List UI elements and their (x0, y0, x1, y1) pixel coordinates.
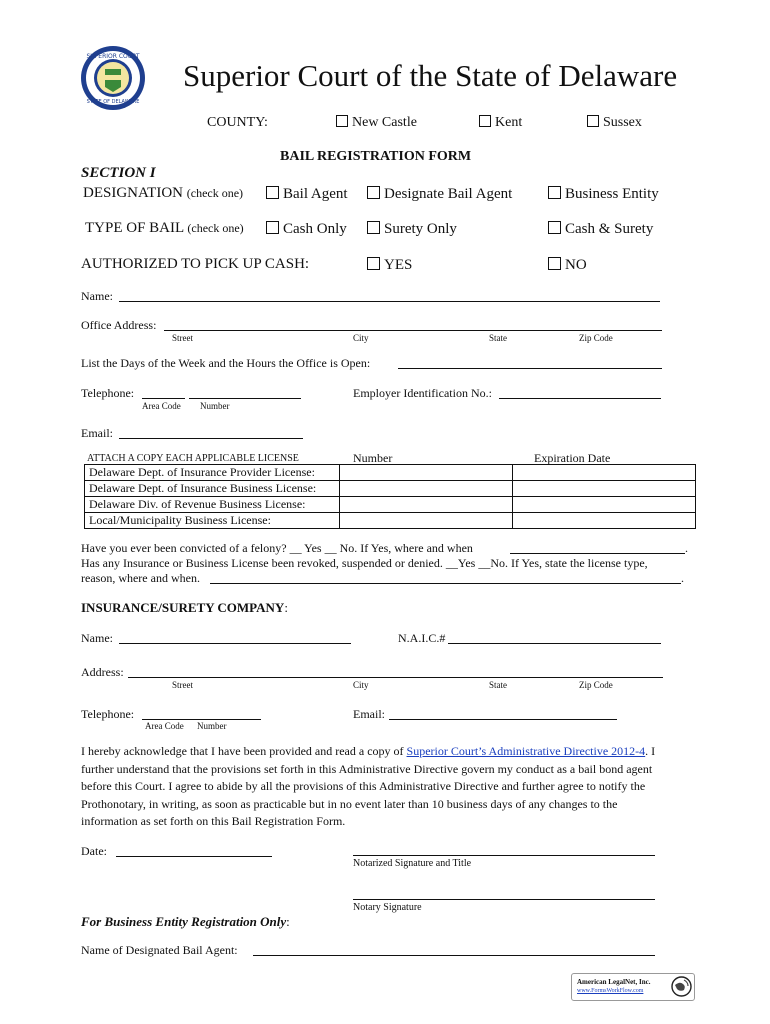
checkbox-icon[interactable] (548, 186, 561, 199)
section-heading: SECTION I (81, 165, 156, 181)
city-caption: City (353, 680, 369, 690)
street-caption: Street (172, 333, 193, 343)
county-option-sussex[interactable]: Sussex (587, 115, 642, 131)
insurance-telephone-label: Telephone: (81, 707, 135, 721)
phone-number-field[interactable] (189, 398, 301, 399)
pickup-yes[interactable]: YES (367, 257, 412, 274)
license-name: Local/Municipality Business License: (85, 513, 340, 529)
felony-where-when-field[interactable] (510, 553, 685, 554)
license-number-cell[interactable] (340, 465, 513, 481)
footer-company: American LegalNet, Inc. (577, 978, 651, 986)
acknowledgment-line1: I hereby acknowledge that I have been provided and read a copy of Superior Court’s Administrative Directive 2012-4. I (81, 744, 656, 758)
acknowledgment-line4: Prothonotary, in writing, as soon as practicable but in no event later than 10 business days of any changes to the (81, 797, 618, 811)
business-entity-heading: For Business Entity Registration Only: (81, 914, 290, 929)
notary-signature-line[interactable] (353, 899, 655, 900)
state-caption: State (489, 680, 507, 690)
ein-field[interactable] (499, 398, 661, 399)
license-expiration-cell[interactable] (513, 465, 696, 481)
checkbox-icon[interactable] (548, 221, 561, 234)
page-title: Superior Court of the State of Delaware (183, 58, 678, 93)
footer-brand (571, 973, 695, 1001)
checkbox-icon[interactable] (479, 115, 491, 127)
court-seal (80, 45, 146, 111)
revoked-question-line2: reason, where and when. (81, 571, 200, 585)
felony-question: Have you ever been convicted of a felony? __ Yes __ No. If Yes, where and when (81, 541, 473, 555)
pickup-label: AUTHORIZED TO PICK UP CASH: (81, 256, 310, 272)
period: . (681, 571, 684, 585)
insurance-name-label: Name: (81, 631, 113, 645)
revoked-question-line1: Has any Insurance or Business License been revoked, suspended or denied. __Yes __No. If Yes, state the license type, (81, 556, 648, 570)
checkbox-icon[interactable] (367, 221, 380, 234)
office-address-label: Office Address: (81, 318, 157, 332)
table-row (85, 481, 696, 497)
telephone-label: Telephone: (81, 386, 135, 400)
bail-type-cash-surety[interactable]: Cash & Surety (548, 221, 653, 238)
number-caption: Number (200, 401, 230, 411)
days-hours-label: List the Days of the Week and the Hours the Office is Open: (81, 356, 371, 370)
zip-caption: Zip Code (579, 333, 613, 343)
office-address-field[interactable] (164, 330, 662, 331)
license-name: Delaware Div. of Revenue Business License: (85, 497, 340, 513)
bail-type-surety-only[interactable]: Surety Only (367, 221, 457, 238)
state-caption: State (489, 333, 507, 343)
checkbox-icon[interactable] (367, 257, 380, 270)
designation-bail-agent[interactable]: Bail Agent (266, 186, 348, 203)
table-row (85, 465, 696, 481)
name-label: Name: (81, 289, 113, 303)
naic-label: N.A.I.C.# (398, 631, 446, 645)
designation-business-entity[interactable]: Business Entity (548, 186, 659, 203)
ein-label: Employer Identification No.: (353, 386, 492, 400)
notary-signature-caption: Notary Signature (353, 902, 422, 913)
globe-icon (671, 976, 692, 1002)
license-table (84, 464, 696, 529)
directive-link[interactable]: Superior Court’s Administrative Directive 2012-4 (406, 744, 646, 758)
checkbox-icon[interactable] (266, 186, 279, 199)
insurance-heading: INSURANCE/SURETY COMPANY: (81, 600, 288, 615)
svg-text:STATE OF DELAWARE: STATE OF DELAWARE (86, 99, 140, 105)
acknowledgment-line2: further understand that the provisions set forth in this Administrative Directive govern my conduct as a bail bond agent (81, 762, 653, 776)
footer-url[interactable]: www.FormsWorkFlow.com (577, 988, 644, 994)
license-number-cell[interactable] (340, 513, 513, 529)
license-expiration-cell[interactable] (513, 497, 696, 513)
email-field[interactable] (119, 438, 303, 439)
license-expiration-header: Expiration Date (534, 451, 611, 465)
email-label: Email: (81, 426, 113, 440)
license-expiration-cell[interactable] (513, 481, 696, 497)
city-caption: City (353, 333, 369, 343)
insurance-name-field[interactable] (119, 643, 351, 644)
county-option-new-castle[interactable]: New Castle (336, 115, 417, 131)
area-code-caption: Area Code (145, 721, 184, 731)
pickup-no[interactable]: NO (548, 257, 587, 274)
checkbox-icon[interactable] (336, 115, 348, 127)
date-label: Date: (81, 844, 107, 858)
attach-license-label: ATTACH A COPY EACH APPLICABLE LICENSE (87, 453, 299, 464)
acknowledgment-line3: before this Court. I agree to abide by all the provisions of this Administrative Directive and further agree to notify the (81, 779, 646, 793)
designation-designate-bail-agent[interactable]: Designate Bail Agent (367, 186, 512, 203)
license-number-cell[interactable] (340, 497, 513, 513)
notarized-signature-line[interactable] (353, 855, 655, 856)
date-field[interactable] (116, 856, 272, 857)
checkbox-icon[interactable] (587, 115, 599, 127)
notarized-signature-caption: Notarized Signature and Title (353, 858, 472, 869)
zip-caption: Zip Code (579, 680, 613, 690)
days-hours-field[interactable] (398, 368, 662, 369)
naic-field[interactable] (448, 643, 661, 644)
license-expiration-cell[interactable] (513, 513, 696, 529)
checkbox-icon[interactable] (548, 257, 561, 270)
license-number-header: Number (353, 451, 393, 465)
svg-text:SUPERIOR COURT: SUPERIOR COURT (86, 53, 140, 60)
bail-type-cash-only[interactable]: Cash Only (266, 221, 347, 238)
insurance-telephone-field[interactable] (142, 719, 261, 720)
insurance-email-label: Email: (353, 707, 385, 721)
license-name: Delaware Dept. of Insurance Provider License: (85, 465, 340, 481)
designated-agent-label: Name of Designated Bail Agent: (81, 943, 238, 957)
form-title: BAIL REGISTRATION FORM (280, 149, 472, 164)
seal-icon (80, 45, 146, 111)
table-row (85, 497, 696, 513)
license-name: Delaware Dept. of Insurance Business License: (85, 481, 340, 497)
insurance-email-field[interactable] (389, 719, 617, 720)
county-option-kent[interactable]: Kent (479, 115, 522, 131)
license-number-cell[interactable] (340, 481, 513, 497)
area-code-field[interactable] (142, 398, 185, 399)
designation-label: DESIGNATION (check one) (83, 185, 244, 201)
checkbox-icon[interactable] (266, 221, 279, 234)
acknowledgment-line5: information as set forth on this Bail Registration Form. (81, 814, 346, 828)
area-code-caption: Area Code (142, 401, 181, 411)
insurance-address-label: Address: (81, 665, 124, 679)
street-caption: Street (172, 680, 193, 690)
name-field[interactable] (119, 301, 660, 302)
table-row (85, 513, 696, 529)
period: . (685, 541, 688, 555)
bail-type-label: TYPE OF BAIL (check one) (85, 220, 244, 236)
designated-agent-field[interactable] (253, 955, 655, 956)
number-caption: Number (197, 721, 227, 731)
insurance-address-field[interactable] (128, 677, 663, 678)
county-label: COUNTY: (207, 115, 268, 130)
checkbox-icon[interactable] (367, 186, 380, 199)
revoked-details-field[interactable] (210, 583, 681, 584)
